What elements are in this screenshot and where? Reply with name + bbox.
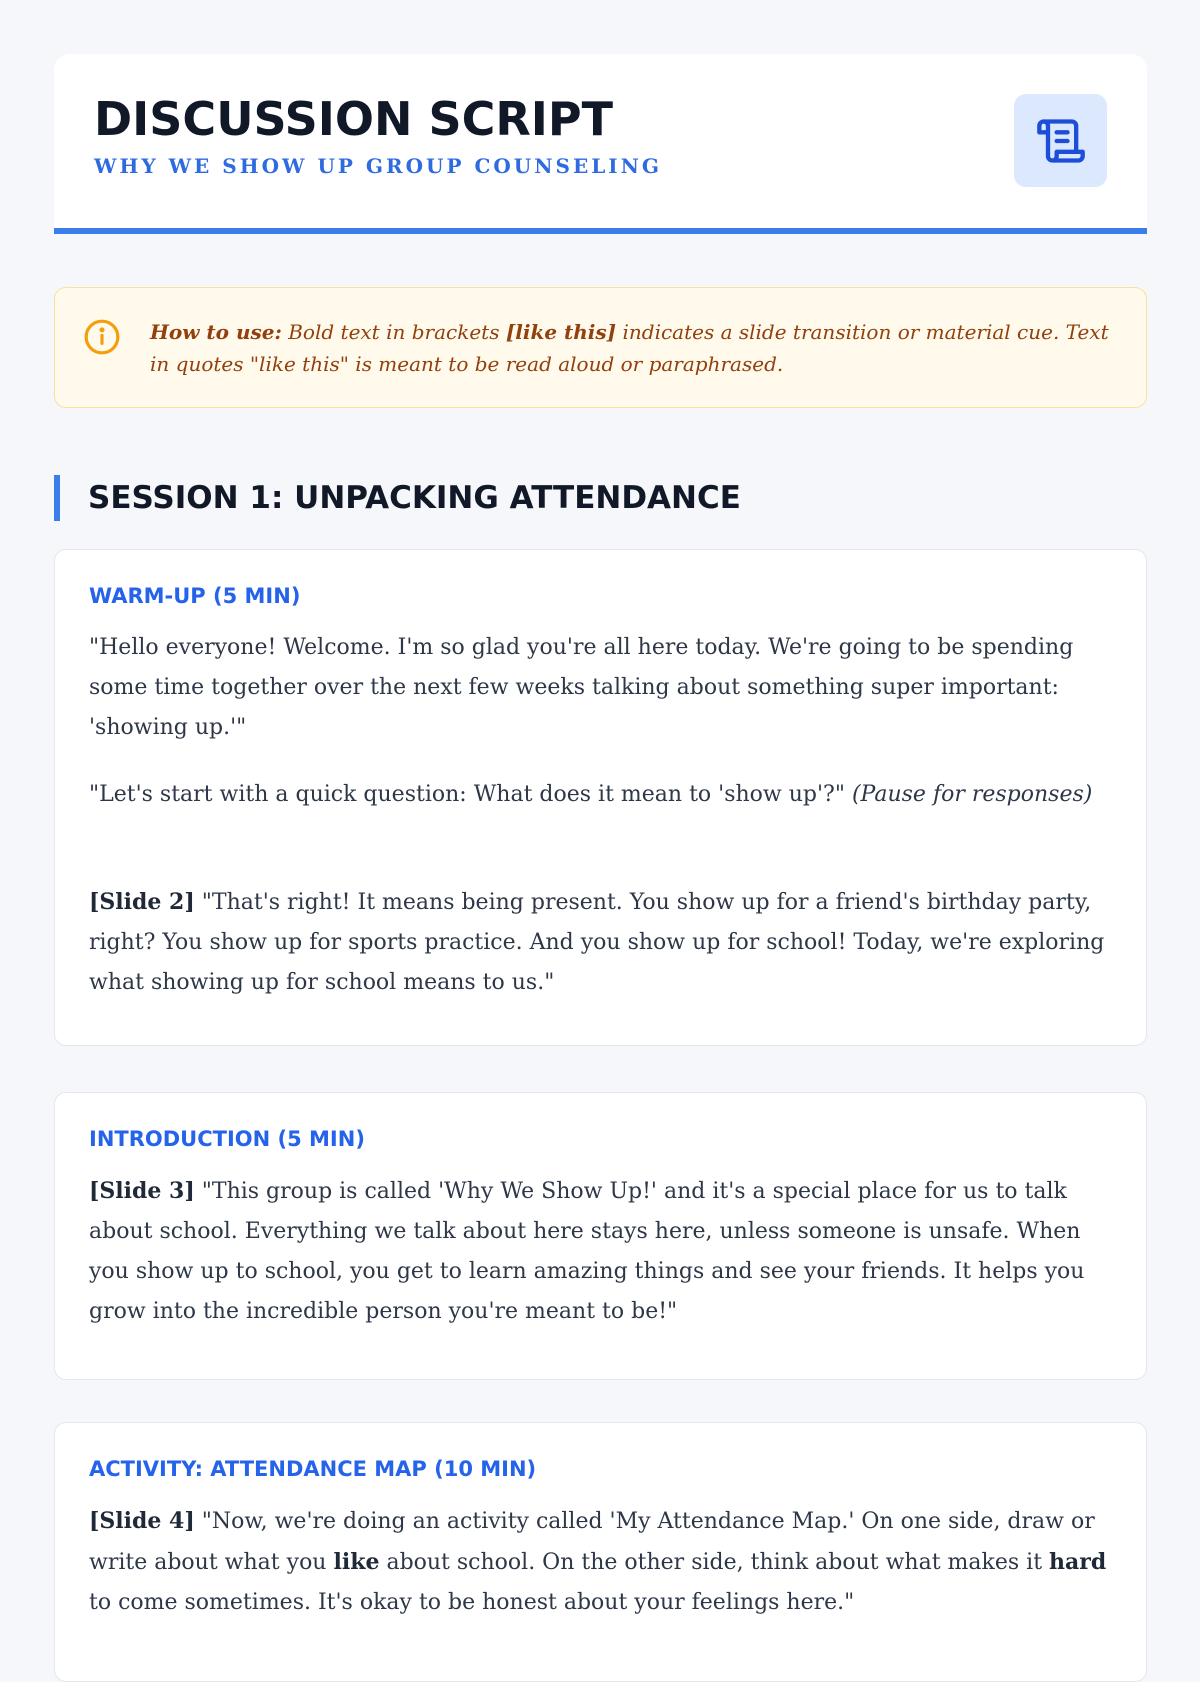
info-icon <box>83 318 121 356</box>
page-subtitle: WHY WE SHOW UP GROUP COUNSELING <box>94 154 662 178</box>
script-text: to come sometimes. It's okay to be honest about your feelings here." <box>89 1590 855 1615</box>
script-text: "Now, we're doing an activity called 'My Attendance Map.' On one side, draw or write about what you <box>89 1509 1095 1575</box>
how-to-use-callout <box>54 287 1147 408</box>
callout-example-bold: [like this] <box>505 320 617 344</box>
emphasis-text: like <box>333 1549 380 1575</box>
script-text: "Let's start with a quick question: What does it mean to 'show up'?" <box>89 782 852 807</box>
slide-cue: [Slide 4] <box>89 1508 195 1534</box>
section-card-warm-up <box>54 549 1147 1046</box>
callout-text-part-1: Bold text in brackets <box>281 320 506 344</box>
document-header <box>54 54 1147 234</box>
stage-direction: (Pause for responses) <box>851 782 1093 807</box>
emphasis-text: hard <box>1049 1549 1107 1575</box>
script-paragraph <box>89 882 1110 1003</box>
slide-cue: [Slide 2] <box>89 889 195 915</box>
section-label: INTRODUCTION (5 MIN) <box>89 1127 365 1151</box>
callout-text <box>150 316 1116 380</box>
section-label: WARM-UP (5 MIN) <box>89 584 301 608</box>
scroll-icon-container <box>1014 94 1107 187</box>
section-card-activity <box>54 1422 1147 1682</box>
section-label: ACTIVITY: ATTENDANCE MAP (10 MIN) <box>89 1457 537 1481</box>
script-text: "This group is called 'Why We Show Up!' and it's a special place for us to talk about school. Everything we talk about here stays here, unless someone is unsafe. When you show up to school, you get to learn amazing things and see your friends. It helps you grow into the incredible person you're meant to be!" <box>89 1179 1085 1324</box>
script-paragraph <box>89 775 1110 815</box>
session-heading <box>54 475 741 521</box>
script-text: "That's right! It means being present. You show up for a friend's birthday party, right? You show up for sports practice. And you show up for school! Today, we're exploring what showing up for school means to us." <box>89 890 1105 995</box>
slide-cue: [Slide 3] <box>89 1178 195 1204</box>
session-title: SESSION 1: UNPACKING ATTENDANCE <box>88 480 741 516</box>
script-text: about school. On the other side, think about what makes it <box>379 1550 1050 1575</box>
section-card-introduction <box>54 1092 1147 1380</box>
page-title: DISCUSSION SCRIPT <box>94 92 613 146</box>
script-paragraph: "Hello everyone! Welcome. I'm so glad you're all here today. We're going to be spending some time together over the next few weeks talking about something super important: 'showing up.'" <box>89 635 1074 740</box>
callout-text-part-2: indicates a slide transition or material cue. Text in quotes "like this" is meant to be read aloud or paraphrased. <box>150 320 1109 376</box>
callout-lead: How to use: <box>150 320 282 344</box>
page <box>54 54 1147 1615</box>
script-paragraph <box>89 1501 1110 1623</box>
scroll-icon <box>1035 115 1087 167</box>
script-paragraph <box>89 1171 1110 1332</box>
